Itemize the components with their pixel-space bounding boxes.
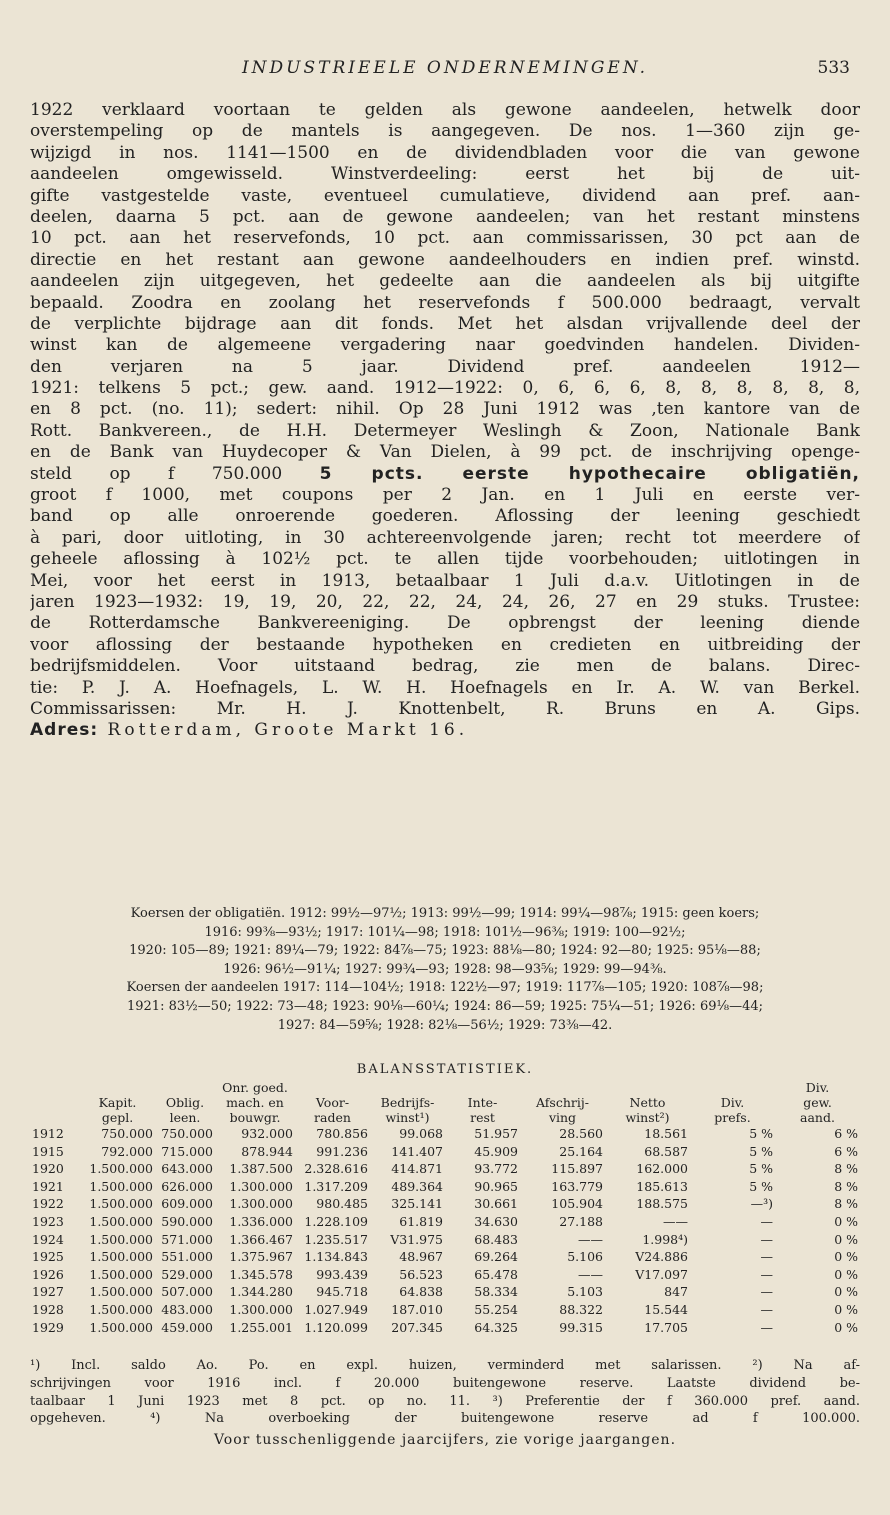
table-cell: 0 % bbox=[834, 1266, 858, 1282]
year-cell: 1921 bbox=[32, 1178, 64, 1194]
table-cell: 6 % bbox=[834, 1143, 858, 1159]
table-cell: 1.500.000 bbox=[89, 1161, 153, 1177]
table-cell: 1.500.000 bbox=[89, 1178, 153, 1194]
table-cell: 65.478 bbox=[474, 1266, 518, 1282]
table-cell: 0 % bbox=[834, 1231, 858, 1247]
header-cell bbox=[690, 1080, 775, 1095]
price-line: Koersen der aandeelen 1917: 114—104½; 1918: 122½—97; 1919: 117⅞—105; 1920: 108⅞—98; bbox=[126, 980, 764, 996]
table-cell: 68.587 bbox=[644, 1143, 688, 1159]
table-cell: 551.000 bbox=[161, 1249, 213, 1265]
table-cell: 489.364 bbox=[391, 1178, 443, 1194]
table-cell: 643.000 bbox=[161, 1161, 213, 1177]
table-cell: —— bbox=[663, 1213, 688, 1229]
table-cell: 529.000 bbox=[161, 1266, 213, 1282]
price-line: Koersen der obligatiën. 1912: 99½—97½; 1913: 99½—99; 1914: 99¼—98⅞; 1915: geen koers; bbox=[130, 906, 760, 921]
table-cell: 25.164 bbox=[559, 1143, 603, 1159]
table-cell: 325.141 bbox=[391, 1196, 443, 1212]
price-history bbox=[30, 905, 860, 1035]
header-cell: Oblig. bbox=[165, 1095, 205, 1110]
table-cell: 571.000 bbox=[161, 1231, 213, 1247]
header-cell: Kapit. bbox=[98, 1095, 137, 1110]
table-cell: — bbox=[760, 1284, 773, 1300]
header-cell: gew. bbox=[803, 1095, 832, 1110]
table-cell: 51.957 bbox=[474, 1126, 518, 1141]
text-line: en 8 pct. (no. 11); sedert: nihil. Op 28 Juni 1912 was ,ten kantore van de bbox=[30, 399, 860, 420]
table-cell: 64.325 bbox=[474, 1319, 518, 1335]
footnote-line: schrijvingen voor 1916 incl. f 20.000 buitengewone reserve. Laatste dividend be- bbox=[30, 1375, 860, 1391]
table-cell: 878.944 bbox=[241, 1143, 293, 1159]
text-line: directie en het restant aan gewone aandeelhouders en indien pref. winstd. bbox=[30, 249, 860, 270]
table-cell: —— bbox=[578, 1231, 603, 1247]
table-cell: 93.772 bbox=[474, 1161, 518, 1177]
header-cell: Netto bbox=[629, 1095, 666, 1110]
table-cell: 847 bbox=[664, 1284, 688, 1300]
table-cell: 1.500.000 bbox=[89, 1319, 153, 1335]
header-cell bbox=[30, 1110, 80, 1125]
year-cell: 1929 bbox=[32, 1319, 64, 1335]
footnotes bbox=[30, 1357, 860, 1428]
running-title: INDUSTRIEELE ONDERNEMINGEN. bbox=[241, 58, 649, 78]
table-cell: 414.871 bbox=[391, 1161, 443, 1177]
table-cell: —³) bbox=[750, 1196, 773, 1212]
text-line: winst kan de algemeene vergadering naar goedvinden handelen. Dividen- bbox=[30, 335, 860, 356]
table-cell: 6 % bbox=[834, 1126, 858, 1141]
table-cell: 945.718 bbox=[316, 1284, 368, 1300]
text-line: jaren 1923—1932: 19, 19, 20, 22, 22, 24, 24, 26, 27 en 29 stuks. Trustee: bbox=[30, 591, 860, 612]
table-cell: V31.975 bbox=[390, 1231, 443, 1247]
table-cell: 56.523 bbox=[399, 1266, 443, 1282]
table-cell: 163.779 bbox=[551, 1178, 603, 1194]
year-cell: 1928 bbox=[32, 1301, 64, 1317]
year-cell: 1912 bbox=[32, 1126, 64, 1141]
header-cell: raden bbox=[314, 1110, 351, 1125]
table-cell: 1.134.843 bbox=[304, 1249, 368, 1265]
table-cell: 1.120.099 bbox=[304, 1319, 368, 1335]
table-title: BALANSSTATISTIEK. bbox=[356, 1062, 534, 1077]
header-row bbox=[30, 1095, 860, 1110]
year-cell: 1915 bbox=[32, 1143, 64, 1159]
header-cell: mach. en bbox=[226, 1095, 284, 1110]
table-header bbox=[30, 1080, 860, 1125]
table-cell: 99.315 bbox=[559, 1319, 603, 1335]
table-cell: 1.336.000 bbox=[229, 1213, 293, 1229]
header-cell: rest bbox=[470, 1110, 495, 1125]
text-line: 1922 verklaard voortaan te gelden als gewone aandeelen, hetwelk door bbox=[30, 100, 860, 120]
year-cell: 1927 bbox=[32, 1284, 64, 1300]
table-cell: 185.613 bbox=[636, 1178, 688, 1194]
table-cell: 780.856 bbox=[316, 1126, 368, 1141]
header-cell bbox=[520, 1080, 605, 1095]
text-line: den verjaren na 5 jaar. Dividend pref. aandeelen 1912— bbox=[30, 356, 860, 377]
header-cell: gepl. bbox=[101, 1110, 134, 1125]
text-line: overstempeling op de mantels is aangegeven. De nos. 1—360 zijn ge- bbox=[30, 121, 860, 142]
table-cell: 1.500.000 bbox=[89, 1284, 153, 1300]
header-cell: ving bbox=[548, 1110, 577, 1125]
table-cell: 1.300.000 bbox=[229, 1301, 293, 1317]
table-cell: 55.254 bbox=[474, 1301, 518, 1317]
table-row bbox=[30, 1266, 860, 1284]
table-cell: V24.886 bbox=[635, 1249, 688, 1265]
table-cell: 792.000 bbox=[101, 1143, 153, 1159]
table-cell: 58.334 bbox=[474, 1284, 518, 1300]
table-cell: 27.188 bbox=[559, 1213, 603, 1229]
text-line: tie: P. J. A. Hoefnagels, L. W. H. Hoefnagels en Ir. A. W. van Berkel. bbox=[30, 677, 860, 698]
table-cell: 1.300.000 bbox=[229, 1178, 293, 1194]
text-line: bedrijfsmiddelen. Voor uitstaand bedrag, zie men de balans. Direc- bbox=[30, 656, 860, 677]
text-line: gifte vastgestelde vaste, eventueel cumulatieve, dividend aan pref. aan- bbox=[30, 185, 860, 206]
table-row bbox=[30, 1248, 860, 1266]
table-body bbox=[30, 1125, 860, 1336]
price-line: 1920: 105—89; 1921: 89¼—79; 1922: 84⅞—75; 1923: 88⅛—80; 1924: 92—80; 1925: 95⅛—88; bbox=[129, 943, 761, 959]
table-cell: 1.500.000 bbox=[89, 1301, 153, 1317]
table-cell: 69.264 bbox=[474, 1249, 518, 1265]
text-line-bond bbox=[30, 464, 860, 485]
table-cell: 0 % bbox=[834, 1319, 858, 1335]
table-cell: 28.560 bbox=[559, 1126, 603, 1141]
table-cell: 0 % bbox=[834, 1284, 858, 1300]
table-cell: 991.236 bbox=[316, 1143, 368, 1159]
page-number: 533 bbox=[817, 58, 850, 78]
table-cell: 932.000 bbox=[241, 1126, 293, 1141]
table-cell: 1.500.000 bbox=[89, 1213, 153, 1229]
text-line: Rott. Bankvereen., de H.H. Determeyer Weslingh & Zoon, Nationale Bank bbox=[30, 420, 860, 441]
table-cell: — bbox=[760, 1301, 773, 1317]
bond-prefix: steld op f 750.000 bbox=[30, 463, 320, 484]
table-cell: 187.010 bbox=[391, 1301, 443, 1317]
header-cell bbox=[295, 1080, 370, 1095]
table-cell: 0 % bbox=[834, 1249, 858, 1265]
table-cell: 115.897 bbox=[551, 1161, 603, 1177]
header-cell: leen. bbox=[169, 1110, 201, 1125]
text-line: geheele aflossing à 102½ pct. te allen tijde voorbehouden; uitlotingen in bbox=[30, 549, 860, 570]
table-row bbox=[30, 1213, 860, 1231]
table-cell: 5 % bbox=[749, 1126, 773, 1141]
balance-table bbox=[30, 1080, 860, 1336]
year-cell: 1925 bbox=[32, 1249, 64, 1265]
table-cell: 1.344.280 bbox=[229, 1284, 293, 1300]
header-cell: Inte- bbox=[467, 1095, 498, 1110]
table-cell: 105.904 bbox=[551, 1196, 603, 1212]
text-line: aandeelen zijn uitgegeven, het gedeelte aan die aandeelen als bij uitgifte bbox=[30, 271, 860, 292]
text-line: de verplichte bijdrage aan dit fonds. Met het alsdan vrijvallende deel der bbox=[30, 313, 860, 334]
table-cell: 750.000 bbox=[101, 1126, 153, 1141]
table-cell: 88.322 bbox=[559, 1301, 603, 1317]
table-cell: — bbox=[760, 1213, 773, 1229]
table-cell: — bbox=[760, 1319, 773, 1335]
table-row bbox=[30, 1231, 860, 1249]
price-line: 1921: 83½—50; 1922: 73—48; 1923: 90⅛—60¼; 1924: 86—59; 1925: 75¼—51; 1926: 69⅛—44; bbox=[126, 998, 764, 1014]
table-cell: —— bbox=[578, 1266, 603, 1282]
header-row bbox=[30, 1080, 860, 1095]
table-cell: 30.661 bbox=[474, 1196, 518, 1212]
table-cell: 5 % bbox=[749, 1143, 773, 1159]
text-line: wijzigd in nos. 1141—1500 en de dividendbladen voor die van gewone bbox=[30, 142, 860, 163]
text-line: aandeelen omgewisseld. Winstverdeeling: eerst het bij de uit- bbox=[30, 164, 860, 185]
table-cell: 1.345.578 bbox=[229, 1266, 293, 1282]
table-row bbox=[30, 1319, 860, 1337]
header-cell bbox=[445, 1080, 520, 1095]
table-cell: 34.630 bbox=[474, 1213, 518, 1229]
header-cell: Bedrijfs- bbox=[380, 1095, 435, 1110]
year-cell: 1922 bbox=[32, 1196, 64, 1212]
table-cell: 0 % bbox=[834, 1213, 858, 1229]
table-cell: 188.575 bbox=[636, 1196, 688, 1212]
table-cell: 980.485 bbox=[316, 1196, 368, 1212]
table-cell: 5 % bbox=[749, 1161, 773, 1177]
header-cell: aand. bbox=[800, 1110, 835, 1125]
text-line: Mei, voor het eerst in 1913, betaalbaar 1 Juli d.a.v. Uitlotingen in de bbox=[30, 570, 860, 591]
table-cell: 1.500.000 bbox=[89, 1249, 153, 1265]
year-cell: 1926 bbox=[32, 1266, 64, 1282]
table-cell: 1.317.209 bbox=[304, 1178, 368, 1194]
header-cell bbox=[155, 1080, 215, 1095]
footnote-line: opgeheven. ⁴) Na overboeking der buitengewone reserve ad f 100.000. bbox=[30, 1411, 860, 1427]
table-cell: 141.407 bbox=[391, 1143, 443, 1159]
table-cell: 1.375.967 bbox=[229, 1249, 293, 1265]
table-row bbox=[30, 1301, 860, 1319]
table-cell: — bbox=[760, 1266, 773, 1282]
table-cell: 162.000 bbox=[636, 1161, 688, 1177]
table-cell: 5.103 bbox=[567, 1284, 603, 1300]
text-line: voor aflossing der bestaande hypotheken en credieten en uitbreiding der bbox=[30, 634, 860, 655]
text-line: de Rotterdamsche Bankvereeniging. De opbrengst der leening diende bbox=[30, 613, 860, 634]
table-cell: 90.965 bbox=[474, 1178, 518, 1194]
table-cell: 1.387.500 bbox=[229, 1161, 293, 1177]
table-cell: 626.000 bbox=[161, 1178, 213, 1194]
header-cell bbox=[30, 1080, 80, 1095]
header-cell: winst¹) bbox=[385, 1110, 430, 1125]
closing-note: Voor tusschenliggende jaarcijfers, zie vorige jaargangen. bbox=[213, 1432, 677, 1448]
table-cell: 609.000 bbox=[161, 1196, 213, 1212]
table-cell: 5.106 bbox=[567, 1249, 603, 1265]
table-row bbox=[30, 1178, 860, 1196]
table-cell: 715.000 bbox=[161, 1143, 213, 1159]
price-line: 1926: 96½—91¼; 1927: 99¾—93; 1928: 98—93⅝; 1929: 99—94⅜. bbox=[223, 961, 667, 977]
table-row bbox=[30, 1125, 860, 1143]
header-cell: bouwgr. bbox=[229, 1110, 281, 1125]
header-cell: prefs. bbox=[714, 1110, 751, 1125]
table-cell: 1.027.949 bbox=[304, 1301, 368, 1317]
header-cell bbox=[605, 1080, 690, 1095]
table-cell: 1.235.517 bbox=[304, 1231, 368, 1247]
table-cell: 207.345 bbox=[391, 1319, 443, 1335]
header-cell bbox=[80, 1080, 155, 1095]
year-cell: 1924 bbox=[32, 1231, 64, 1247]
table-cell: 1.366.467 bbox=[229, 1231, 293, 1247]
table-row bbox=[30, 1160, 860, 1178]
header-cell: Div. bbox=[720, 1095, 745, 1110]
table-cell: 0 % bbox=[834, 1301, 858, 1317]
header-cell: Afschrij- bbox=[536, 1095, 589, 1110]
table-cell: 8 % bbox=[834, 1196, 858, 1212]
price-line: 1916: 99⅜—93½; 1917: 101¼—98; 1918: 101½—96⅜; 1919: 100—92½; bbox=[204, 924, 686, 940]
table-cell: 1.255.001 bbox=[229, 1319, 293, 1335]
text-line: 1921: telkens 5 pct.; gew. aand. 1912—1922: 0, 6, 6, 6, 8, 8, 8, 8, 8, 8, bbox=[30, 378, 860, 399]
table-cell: 61.819 bbox=[399, 1213, 443, 1229]
header-cell: winst²) bbox=[625, 1110, 670, 1125]
header-cell bbox=[370, 1080, 445, 1095]
table-row bbox=[30, 1283, 860, 1301]
table-row bbox=[30, 1143, 860, 1161]
table-cell: 459.000 bbox=[161, 1319, 213, 1335]
text-line: band op alle onroerende goederen. Aflossing der leening geschiedt bbox=[30, 506, 860, 527]
table-cell: 2.328.616 bbox=[304, 1161, 368, 1177]
table-cell: 8 % bbox=[834, 1161, 858, 1177]
table-cell: — bbox=[760, 1231, 773, 1247]
header-row bbox=[30, 1110, 860, 1125]
table-cell: V17.097 bbox=[635, 1266, 688, 1282]
table-cell: 1.500.000 bbox=[89, 1266, 153, 1282]
table-cell: 1.998⁴) bbox=[642, 1231, 688, 1247]
table-cell: 45.909 bbox=[474, 1143, 518, 1159]
footnote-line: taalbaar 1 Juni 1923 met 8 pct. op no. 11. ³) Preferentie der f 360.000 pref. aand. bbox=[30, 1393, 860, 1409]
price-line: 1927: 84—59⅝; 1928: 82⅛—56½; 1929: 73⅜—42. bbox=[277, 1017, 613, 1033]
address-line bbox=[30, 720, 860, 741]
footnote-line: ¹) Incl. saldo Ao. Po. en expl. huizen, verminderd met salarissen. ²) Na af- bbox=[30, 1358, 860, 1373]
table-cell: 68.483 bbox=[474, 1231, 518, 1247]
table-cell: 64.838 bbox=[399, 1284, 443, 1300]
table-cell: 483.000 bbox=[161, 1301, 213, 1317]
table-cell: 18.561 bbox=[644, 1126, 688, 1141]
text-line: à pari, door uitloting, in 30 achtereenvolgende jaren; recht tot meerdere of bbox=[30, 527, 860, 548]
text-line: Commissarissen: Mr. H. J. Knottenbelt, R. Bruns en A. Gips. bbox=[30, 698, 860, 719]
table-cell: 15.544 bbox=[644, 1301, 688, 1317]
text-line: 10 pct. aan het reservefonds, 10 pct. aan commissarissen, 30 pct aan de bbox=[30, 228, 860, 249]
text-line: bepaald. Zoodra en zoolang het reservefonds f 500.000 bedraagt, vervalt bbox=[30, 292, 860, 313]
table-cell: 507.000 bbox=[161, 1284, 213, 1300]
header-cell: Voor- bbox=[315, 1095, 350, 1110]
table-cell: 17.705 bbox=[644, 1319, 688, 1335]
text-line: en de Bank van Huydecoper & Van Dielen, à 99 pct. de inschrijving openge- bbox=[30, 442, 860, 463]
text-line: groot f 1000, met coupons per 2 Jan. en 1 Juli en eerste ver- bbox=[30, 485, 860, 506]
body-text bbox=[30, 100, 860, 742]
table-cell: 48.967 bbox=[399, 1249, 443, 1265]
table-cell: 750.000 bbox=[161, 1126, 213, 1141]
table-cell: 1.500.000 bbox=[89, 1196, 153, 1212]
header-cell bbox=[30, 1095, 80, 1110]
table-cell: 1.228.109 bbox=[304, 1213, 368, 1229]
table-row bbox=[30, 1195, 860, 1213]
header-cell: Div. bbox=[805, 1080, 830, 1095]
table-cell: — bbox=[760, 1249, 773, 1265]
table-cell: 99.068 bbox=[399, 1126, 443, 1141]
bond-title: 5 pcts. eerste hypothecaire obligatiën, bbox=[319, 463, 860, 484]
table-cell: 8 % bbox=[834, 1178, 858, 1194]
year-cell: 1923 bbox=[32, 1213, 64, 1229]
table-cell: 993.439 bbox=[316, 1266, 368, 1282]
header-cell: Onr. goed. bbox=[222, 1080, 288, 1095]
text-line: deelen, daarna 5 pct. aan de gewone aandeelen; van het restant minstens bbox=[30, 206, 860, 227]
address-label: Adres: bbox=[30, 720, 99, 741]
year-cell: 1920 bbox=[32, 1161, 64, 1177]
table-cell: 1.300.000 bbox=[229, 1196, 293, 1212]
table-cell: 5 % bbox=[749, 1178, 773, 1194]
table-cell: 1.500.000 bbox=[89, 1231, 153, 1247]
table-cell: 590.000 bbox=[161, 1213, 213, 1229]
address-value: Rotterdam, Groote Markt 16. bbox=[98, 720, 469, 741]
